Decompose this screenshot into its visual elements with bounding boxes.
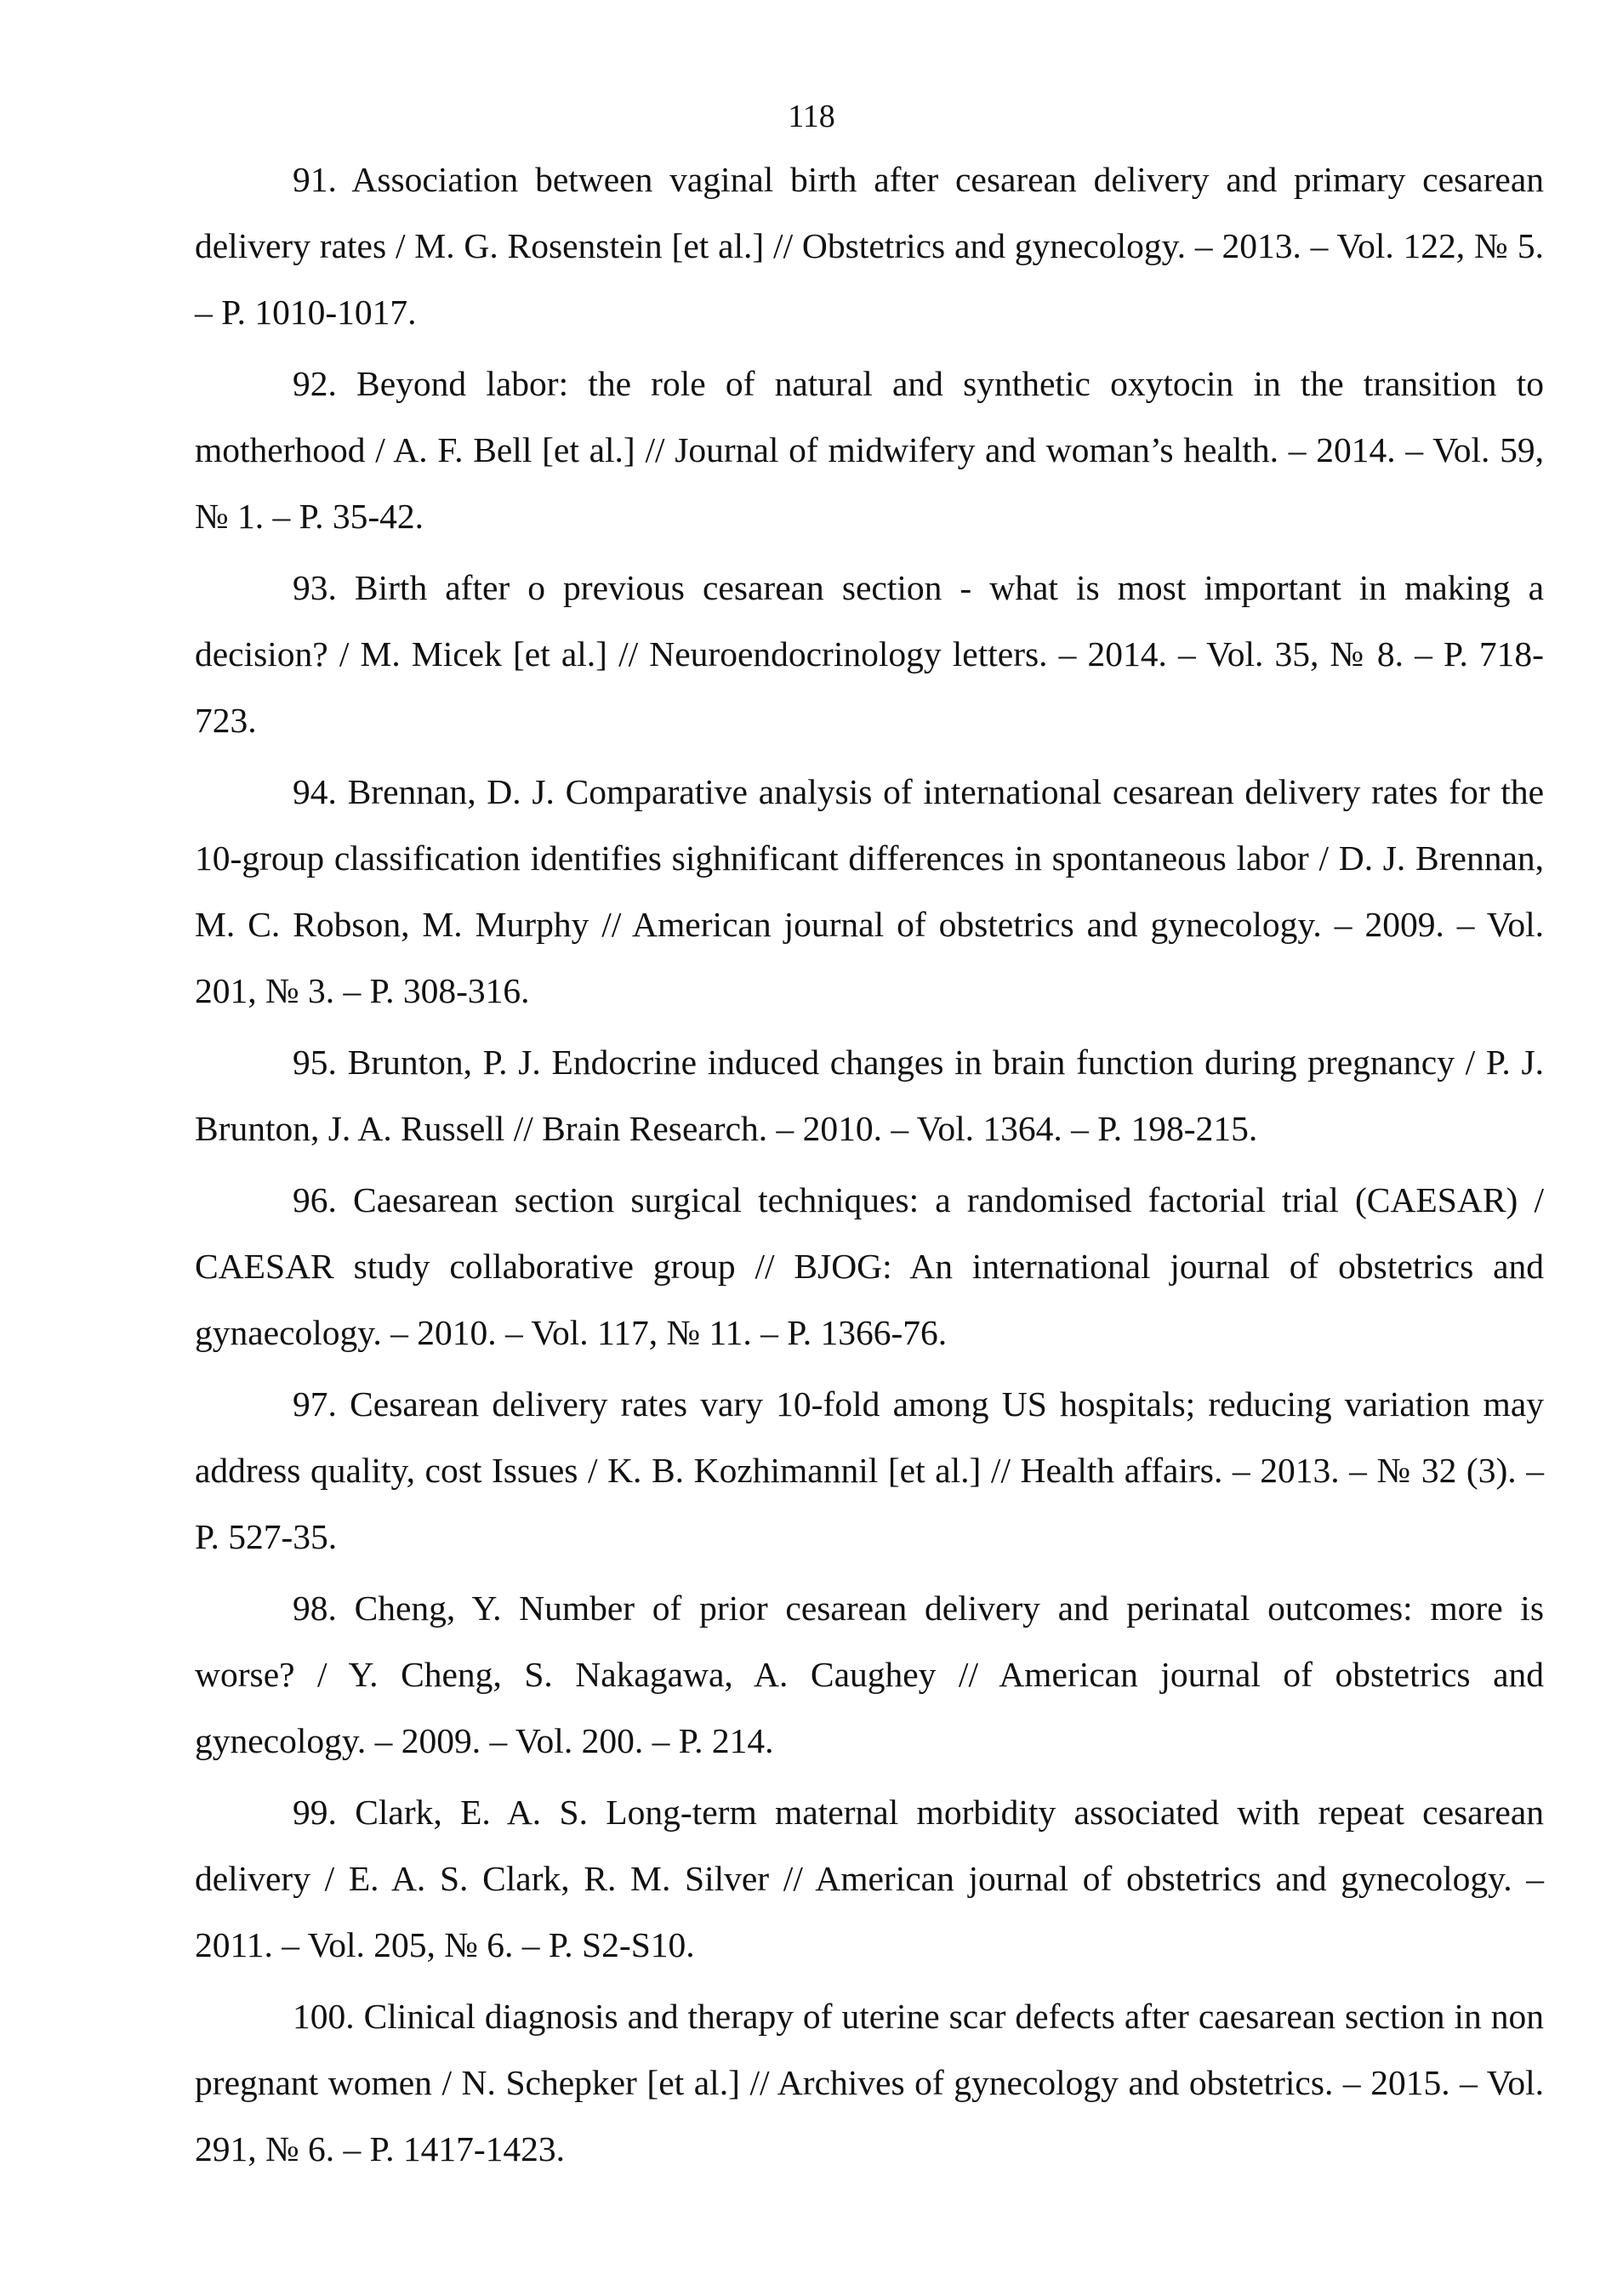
reference-item: 93. Birth after o previous cesarean section - what is most important in making a decision? / M. Micek [et al.] // Neuroendocrinology letters. – 2014. – Vol. 35, № 8. – P. 718-723. <box>195 568 1544 740</box>
reference-item: 91. Association between vaginal birth after cesarean delivery and primary cesarean delivery rates / M. G. Rosenstein [et al.] // Obstetrics and gynecology. – 2013. – Vol. 122, № 5. – P. 1010-1017. <box>195 160 1544 332</box>
reference-item: 97. Cesarean delivery rates vary 10-fold among US hospitals; reducing variation may address quality, cost Issues / K. B. Kozhimannil [et al.] // Health affairs. – 2013. – № 32 (3). – P. 527-35. <box>195 1384 1544 1556</box>
reference-item: 92. Beyond labor: the role of natural and synthetic oxytocin in the transition to motherhood / A. F. Bell [et al.] // Journal of midwifery and woman’s health. – 2014. – Vol. 59, № 1. – P. 35-42. <box>195 364 1544 536</box>
reference-item: 96. Caesarean section surgical techniques: a randomised factorial trial (CAESAR) / CAESAR study collaborative group // BJOG: An international journal of obstetrics and gynaecology. – 2010. – Vol. 117, № 11. – P. 1366-76. <box>195 1180 1544 1352</box>
reference-item: 94. Brennan, D. J. Comparative analysis of international cesarean delivery rates for the 10-group classification identifies sighnificant differences in spontaneous labor / D. J. Brennan, M. C. Robson, M. Murphy // American journal of obstetrics and gynecology. – 2009. – Vol. 201, № 3. – P. 308-316. <box>195 772 1544 1010</box>
reference-item: 99. Clark, E. A. S. Long-term maternal morbidity associated with repeat cesarean delivery / E. A. S. Clark, R. M. Silver // American journal of obstetrics and gynecology. – 2011. – Vol. 205, № 6. – P. S2-S10. <box>195 1793 1544 1964</box>
reference-item: 95. Brunton, P. J. Endocrine induced changes in brain function during pregnancy / P. J. Brunton, J. A. Russell // Brain Research. – 2010. – Vol. 1364. – P. 198-215. <box>195 1043 1544 1148</box>
reference-list <box>195 146 1544 2187</box>
page-number: 118 <box>788 99 835 134</box>
reference-item: 100. Clinical diagnosis and therapy of uterine scar defects after caesarean section in non pregnant women / N. Schepker [et al.] // Archives of gynecology and obstetrics. – 2015. – Vol. 291, № 6. – P. 1417-1423. <box>195 1997 1544 2168</box>
reference-item: 98. Cheng, Y. Number of prior cesarean delivery and perinatal outcomes: more is worse? / Y. Cheng, S. Nakagawa, A. Caughey // American journal of obstetrics and gynecology. – 2009. – Vol. 200. – P. 214. <box>195 1588 1544 1760</box>
